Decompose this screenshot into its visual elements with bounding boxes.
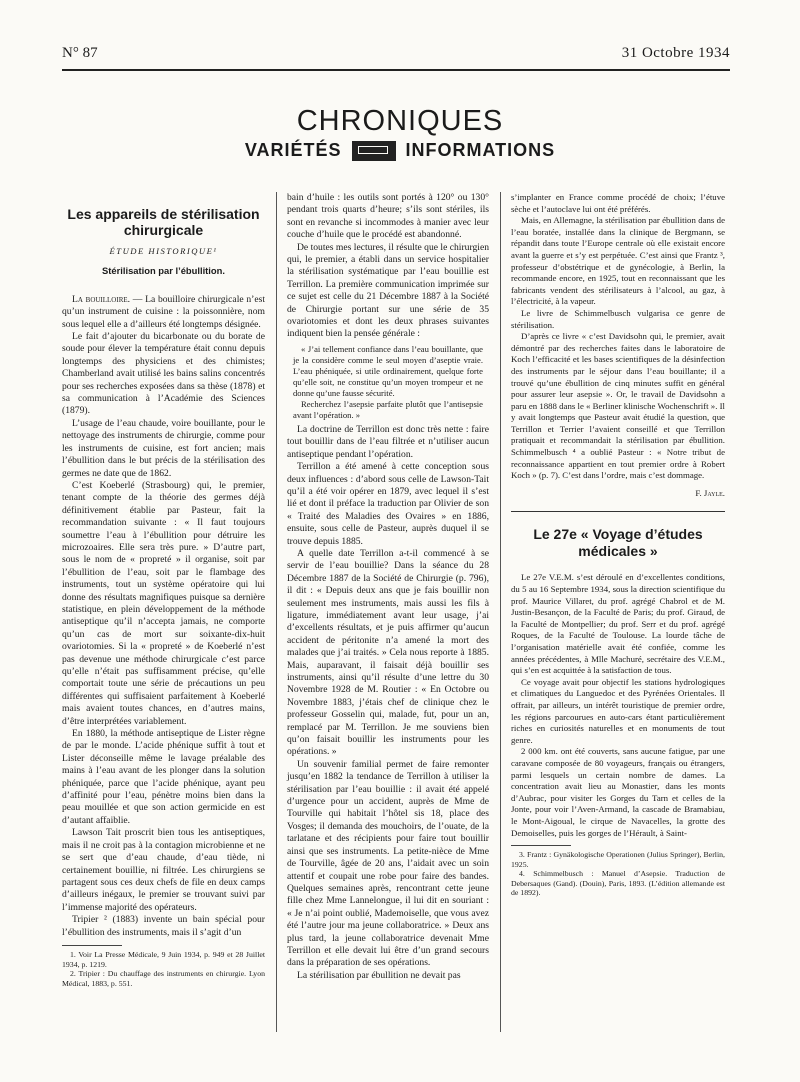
paragraph: La stérilisation par ébullition ne devait pas [297, 969, 461, 981]
paragraph: A quelle date Terrillon a-t-il commencé à se servir de l’eau bouillie? Dans la séance du 28 Décembre 1887 de la Société de Chirurgie (p. 796), il dit : « Depuis deux ans que je fais bouillir non seulement mes instruments, mais aussi les fils à ligature, immédiatement avant leur usage, j’ai d’excellents résultats, et je puis affirmer qu’aucun accident de péritonite n’a amené la mort des malades que j’ai traités. » Cela nous reporte à 1885. Mais, auparavant, il faisait déjà bouillir ses instruments, ainsi qu’il résulte d’une lettre du 30 Novembre 1928 de M. Routier : « En Octobre ou Novembre 1883, j’étais chef de clinique chez le professeur Gosselin qui, malade, fut, pour un an, remplacé par M. Terrillon. Je me souviens bien qu’on faisait bouillir les instruments pour les opérations. » [287, 547, 489, 758]
article-title: Les appareils de stérilisation chirurgicale [67, 206, 260, 238]
footnote: 2. Tripier : Du chauffage des instruments en chirurgie. Lyon Médical, 1883, p. 551. [62, 969, 265, 988]
footnote: 4. Schimmelbusch : Manuel d’Asepsie. Traduction de Debersaques (Gand). (Douin), Paris, 1893. (L’édition allemande est de 1892). [511, 869, 725, 898]
paragraph: Mais, en Allemagne, la stérilisation par ébullition dans de l’eau boratée, installée dans la clinique de Bergmann, se répandit dans toute l’Europe centrale où elle existait encore avant la guerre et s’y est perpétuée. C’est ainsi que Frantz ³, professeur d’obstétrique et de gynécologie, à Berlin, la recommande encore, en 1925, tout en reconnaissant que les fabricants vendent des stérilisateurs à l’alcool, au gaz, à l’électricité, à la vapeur. [511, 215, 725, 307]
quote-paragraph: « J’ai tellement confiance dans l’eau bouillante, que je la considère comme le seul moyen d’aseptie vraie. L’eau phéniquée, si utile ordinairement, quelque forte qu’elle soit, ne constitue qu’un moyen trompeur et ne donne qu’une fausse sécurité. [293, 343, 483, 398]
page-header [62, 40, 730, 68]
paragraph: C’est Koeberlé (Strasbourg) qui, le premier, tenant compte de la théorie des germes déjà définitivement établie par Pasteur, fait la recommandation suivante : « Il faut toujours soumettre l’eau à l’ébullition pour détruire les microzoaires. Elle sera très pure. » D’autre part, sous le nom de « propreté » il organise, soit par l’ébullition de l’eau, soit par le flambage des instruments, tout un système opératoire qui lui donne des résultats magnifiques puisque sa dernière statistique, en plein développement de la méthode antiseptique qu’il n’accepta jamais, ne comporte qu’un cas de mort sur soixante-dix-huit ovariotomies. Si la « propreté » de Koeberlé n’est pas devenue une méthode chirurgicale c’est parce qu’elle n’était pas suffisamment précise, qu’elle comportait toute une série de précautions un peu différentes qui suffisaient parfaitement à Koeberlé mais avaient toutes chances, en d’autres mains, d’être interprétées variablement. [62, 479, 265, 727]
article-continuation [511, 192, 725, 499]
section-banner [0, 106, 800, 161]
paragraph: La bouilloire. — La bouilloire chirurgicale n’est qu’un instrument de cuisine : la poissonnière, nom sous lequel elle a d’ailleurs été longtemps désignée. [62, 293, 265, 330]
column-rule-1 [276, 192, 277, 1032]
paragraph: La doctrine de Terrillon est donc très nette : faire tout bouillir dans de l’eau filtrée et n’utiliser aucun antiseptique pendant l’opération. [287, 423, 489, 460]
quote-paragraph: Recherchez l’asepsie parfaite plutôt que l’antisepsie avant l’opération. » [293, 398, 483, 420]
footnote-rule [511, 845, 571, 846]
issue-number: N° 87 [62, 45, 98, 61]
banner-left: VARIÉTÉS [244, 140, 342, 160]
banner-title: CHRONIQUES [296, 105, 504, 137]
section-heading: Stérilisation par l’ébullition. [102, 265, 225, 277]
banner-right: INFORMATIONS [405, 140, 556, 160]
lead-word: La bouilloire. [72, 293, 131, 305]
block-quote [287, 344, 489, 421]
article-title: Le 27e « Voyage d’études médicales » [533, 526, 703, 560]
article-body [511, 572, 725, 839]
paragraph: Tripier ² (1883) invente un bain spécial pour l’ébullition des instruments, mais il s’agit d’un [62, 914, 265, 938]
paragraph: Terrillon a été amené à cette conception sous deux influences : d’abord sous celle de Lawson-Tait qu’il a été voir opérer en 1879, avec lequel il s’est lié et dont il préface la traduction par Olivier de son « Traité des Maladies des Ovaires » en 1886, ensuite, sous celle de Pasteur, auprès duquel il se trouve depuis 1885. [287, 461, 489, 547]
paragraph: L’usage de l’eau chaude, voire bouillante, pour le nettoyage des instruments de chirurgie, comme pour les instruments de cuisine, est fort ancien; mais l’ébullition dans le but précis de la stérilisation des germes ne date que de 1862. [62, 417, 265, 479]
column-1 [62, 206, 265, 988]
footnote: 1. Voir La Presse Médicale, 9 Juin 1934, p. 949 et 28 Juillet 1934, p. 1219. [62, 949, 265, 969]
column-rule-2 [500, 192, 501, 1032]
issue-date: 31 Octobre 1934 [621, 45, 730, 61]
paragraph: bain d’huile : les outils sont portés à 120° ou 130° pendant trois quarts d’heure; s’ils sont stériles, ils sont en revanche si incommodes à manier avec leur couche d’huile que le procédé est abandonné. [287, 192, 489, 241]
column-2 [287, 192, 489, 982]
paragraph: De toutes mes lectures, il résulte que le chirurgien qui, le premier, a établi dans un service hospitalier la stérilisation systématique par l’eau bouillie est Terrillon. La première communication imprimée sur ce sujet est celle du 21 Décembre 1887 à la Société de Chirurgie portant sur une série de 35 ovariotomies et dont les deux phrases suivantes indiquent bien la pensée générale : [287, 241, 489, 340]
paragraph: En 1880, la méthode antiseptique de Lister règne de par le monde. L’acide phénique suffit à tout et Lister déconseille même le lavage préalable des mains à l’eau avant de les plonger dans la solution phéniquée, parce que l’acide phénique, ayant peu d’affinité pour l’eau, pénètre moins bien dans la peau mouillée et que son action germicide en est d’autant affaiblie. [62, 728, 265, 826]
paragraph: Le 27e V.E.M. s’est déroulé en d’excellentes conditions, du 5 au 16 Septembre 1934, sous la direction scientifique du prof. Maurice Villaret, du prof. agrégé Chabrol et de M. Justin-Besançon, de la Faculté de Paris; du prof. Giraud, de la Faculté de Montpellier; du prof. Serr et du prof. agrégé Roques, de la Faculté de Toulouse. La lourde tâche de l’organisation matérielle avait été confiée, comme les années précédentes, à Mlle Machuré, secrétaire des V.E.M., qui s’en est acquittée à la satisfaction de tous. [511, 572, 725, 676]
paragraph: s’implanter en France comme procédé de choix; l’étuve sèche et l’autoclave lui ont été préférés. [511, 192, 725, 214]
paragraph: Le fait d’ajouter du bicarbonate ou du borate de soude pour élever la température était connu depuis longtemps des physiciens et des chimistes; Chamberland avait utilisé les bains salins concentrés pour ses recherches exposées dans sa thèse (1878) et sa communication à l’Académie des Sciences (1879). [62, 331, 265, 417]
article-separator [511, 511, 725, 512]
column-3 [511, 192, 725, 898]
footnote-rule [62, 945, 122, 946]
paragraph: Ce voyage avait pour objectif les stations hydrologiques et climatiques du Languedoc et des Pyrénées Orientales. Il offrait, par ailleurs, un intérêt touristique de premier ordre, les régions parcourues en auto-cars étant particulièrement riches en curiosités naturelles et en monuments de tout genre. [511, 676, 725, 745]
paragraph: Lawson Tait proscrit bien tous les antiseptiques, mais il ne croit pas à la contagion microbienne et ne se sert que d’eau chaude, d’eau tiède, ni certainement bouillie, ni filtrée. Les chirurgiens se partagent sous ces deux chefs de file en deux camps d’ailleurs inégaux, le premier se trouvant suivi par l’immense majorité des opérateurs. [62, 827, 265, 913]
paragraph: 2 000 km. ont été couverts, sans aucune fatigue, par une caravane composée de 80 voyageurs, français ou étrangers, parmi lesquels un certain nombre de dames. La concentration avait lieu au Monastier, dans les monts d’Aubrac, pour visiter les Gorges du Tarn et celles de la Jonte, pour voir l’Aven-Armand, la cascade de Bramabiau, le Mont-Aigoual, le cirque de Navacelles, la grotte des Demoiselles, puis les gorges de l’Hérault, à Saint- [511, 746, 725, 838]
paragraph: D’après ce livre « c’est Davidsohn qui, le premier, avait démontré par des recherches faites dans le laboratoire de Koch l’efficacité et les bases scientifiques de la désinfection des instruments par le séjour dans l’eau bouillante; il a trouvé qu’une ébullition de cinq minutes suffit en général pour assurer leur asepsie ». Or, le travail de Davidsohn a paru en 1888 dans le « Berliner klinische Wochenschrift ». Il y avait longtemps que Pasteur avait étudié la question, que Terrillon et Terrier l’avaient conseillé et que Terrillon pratiquait et recommandait la stérilisation par ébullition. Schimmelbusch ⁴ a oublié Pasteur : « Notre tribut de reconnaissance appartient en tout premier ordre à Robert Koch » (p. 7). C’est dans l’ordre, mais c’est dommage. [511, 331, 725, 481]
signature: F. Jayle. [695, 487, 725, 498]
ornament-icon [352, 141, 396, 161]
header-rule [62, 69, 730, 71]
banner-subtitle [0, 140, 800, 161]
article-kicker: ÉTUDE HISTORIQUE¹ [109, 246, 218, 256]
paragraph: Un souvenir familial permet de faire remonter jusqu’en 1882 la tendance de Terrillon à utiliser la stérilisation par l’eau bouillie : il avait été appelé d’urgence pour un accident, auprès de Mme de Tourville qui habitait l’hôtel sis 18, place des Vosges; il demanda des mouchoirs, de l’ouate, de la tarlatane et des récipients pour faire tout bouillir ainsi que ses instruments. La petite-nièce de Mme de Tourville, âgée de 20 ans, l’aidait avec un soin attentif et coupait une robe pour faire des bandes. Quelques semaines après, rencontrant cette jeune fille chez Mme Lannelongue, il lui dit en souriant : « Je n’ai point oublié, Mademoiselle, que vous avez été l’autre jour ma jeune collaboratrice. » Deux ans plus tard, la jeune collaboratrice devenait Mme Terrillon et elle devait lui être d’un grand secours dans la préparation de ses opérations. [287, 758, 489, 969]
footnote: 3. Frantz : Gynäkologische Operationen (Julius Springer), Berlin, 1925. [511, 850, 725, 869]
paragraph: Le livre de Schimmelbusch vulgarisa ce genre de stérilisation. [511, 307, 725, 330]
